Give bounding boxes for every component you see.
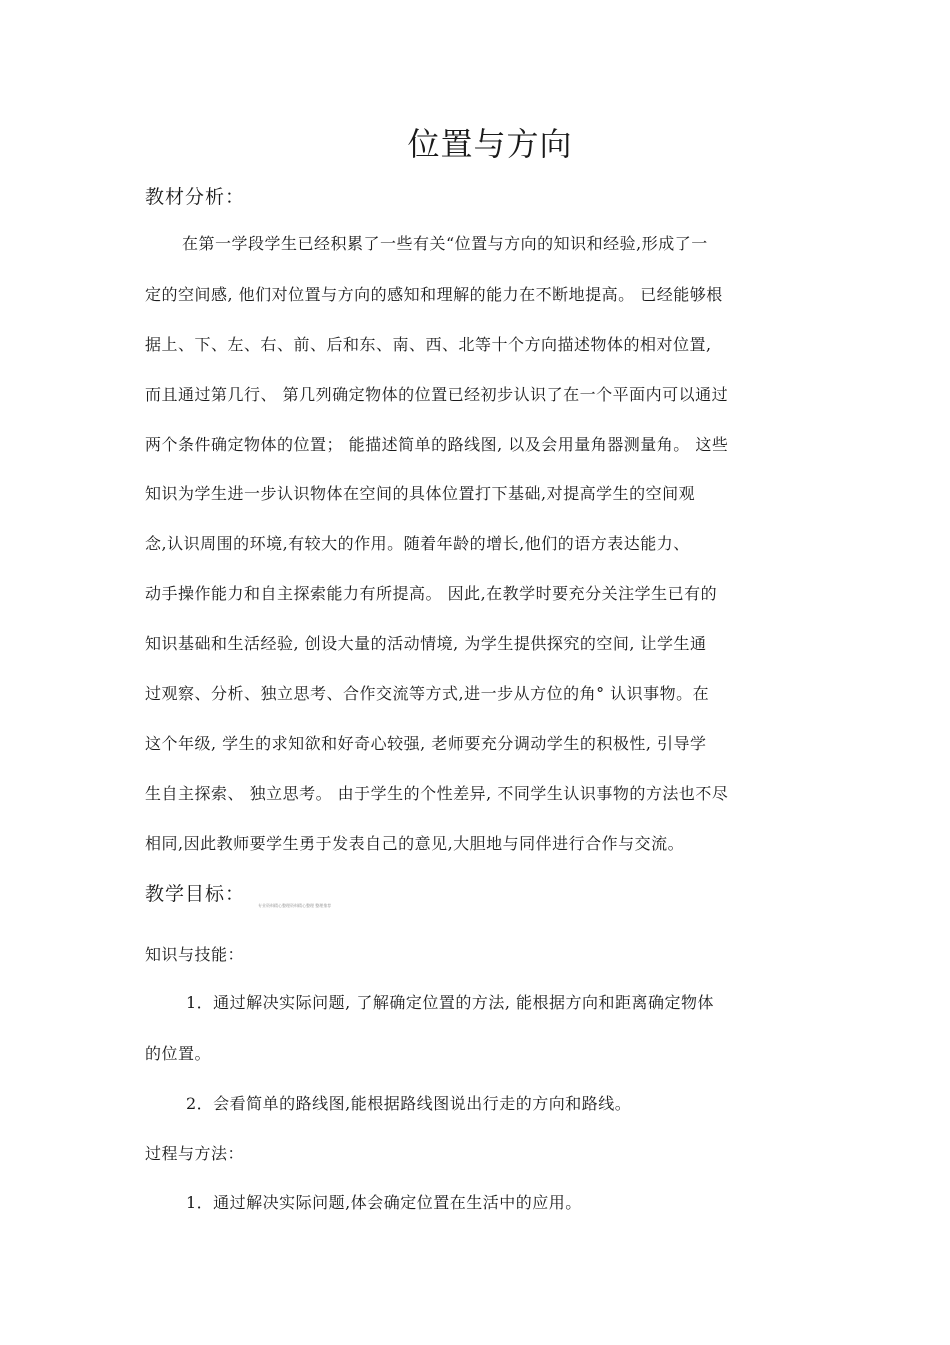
page-title: 位置与方向	[407, 125, 573, 163]
analysis-line-8: 动手操作能力和自主探索能力有所提高。 因此,在教学时要充分关注学生已有的	[145, 584, 718, 603]
subheading-process: 过程与方法：	[145, 1144, 245, 1163]
analysis-line-3: 据上、下、左、右、前、后和东、南、西、北等十个方向描述物体的相对位置,	[145, 335, 712, 354]
subheading-knowledge: 知识与技能：	[145, 945, 245, 964]
analysis-line-4: 而且通过第几行、 第几列确定物体的位置已经初步认识了在一个平面内可以通过	[145, 385, 729, 404]
analysis-line-12: 生自主探索、 独立思考。 由于学生的个性差异, 不同学生认识事物的方法也不尽	[145, 784, 729, 803]
knowledge-item-2: 2．会看简单的路线图,能根据路线图说出行走的方向和路线。	[186, 1094, 632, 1113]
analysis-line-7: 念,认识周围的环境,有较大的作用。随着年龄的增长,他们的语方表达能力、	[145, 534, 690, 553]
knowledge-item-1-line-2: 的位置。	[145, 1044, 212, 1063]
process-item-1: 1．通过解决实际问题,体会确定位置在生活中的应用。	[186, 1193, 582, 1212]
analysis-line-6: 知识为学生进一步认识物体在空间的具体位置打下基础,对提高学生的空间观	[145, 484, 696, 503]
section-heading-analysis: 教材分析：	[145, 186, 246, 208]
section-heading-goals: 教学目标：	[145, 883, 246, 905]
analysis-line-10: 过观察、分析、独立思考、合作交流等方式,进一步从方位的角° 认识事物。在	[145, 684, 710, 703]
analysis-line-2: 定的空间感, 他们对位置与方向的感知和理解的能力在不断地提高。 已经能够根	[145, 285, 723, 304]
analysis-line-11: 这个年级, 学生的求知欲和好奇心较强, 老师要充分调动学生的积极性, 引导学	[145, 734, 707, 753]
analysis-line-9: 知识基础和生活经验, 创设大量的活动情境, 为学生提供探究的空间, 让学生通	[145, 634, 707, 653]
analysis-line-13: 相同,因此教师要学生勇于发表自己的意见,大胆地与同伴进行合作与交流。	[145, 834, 685, 853]
knowledge-item-1-line-1: 1．通过解决实际问题, 了解确定位置的方法, 能根据方向和距离确定物体	[186, 993, 715, 1012]
analysis-line-5: 两个条件确定物体的位置； 能描述简单的路线图, 以及会用量角器测量角。 这些	[145, 435, 729, 454]
analysis-line-1: 在第一学段学生已经积累了一些有关“位置与方向的知识和经验,形成了一	[182, 234, 708, 253]
watermark-text: 专业资料精心整理资料精心整理 整理推荐	[258, 903, 332, 908]
